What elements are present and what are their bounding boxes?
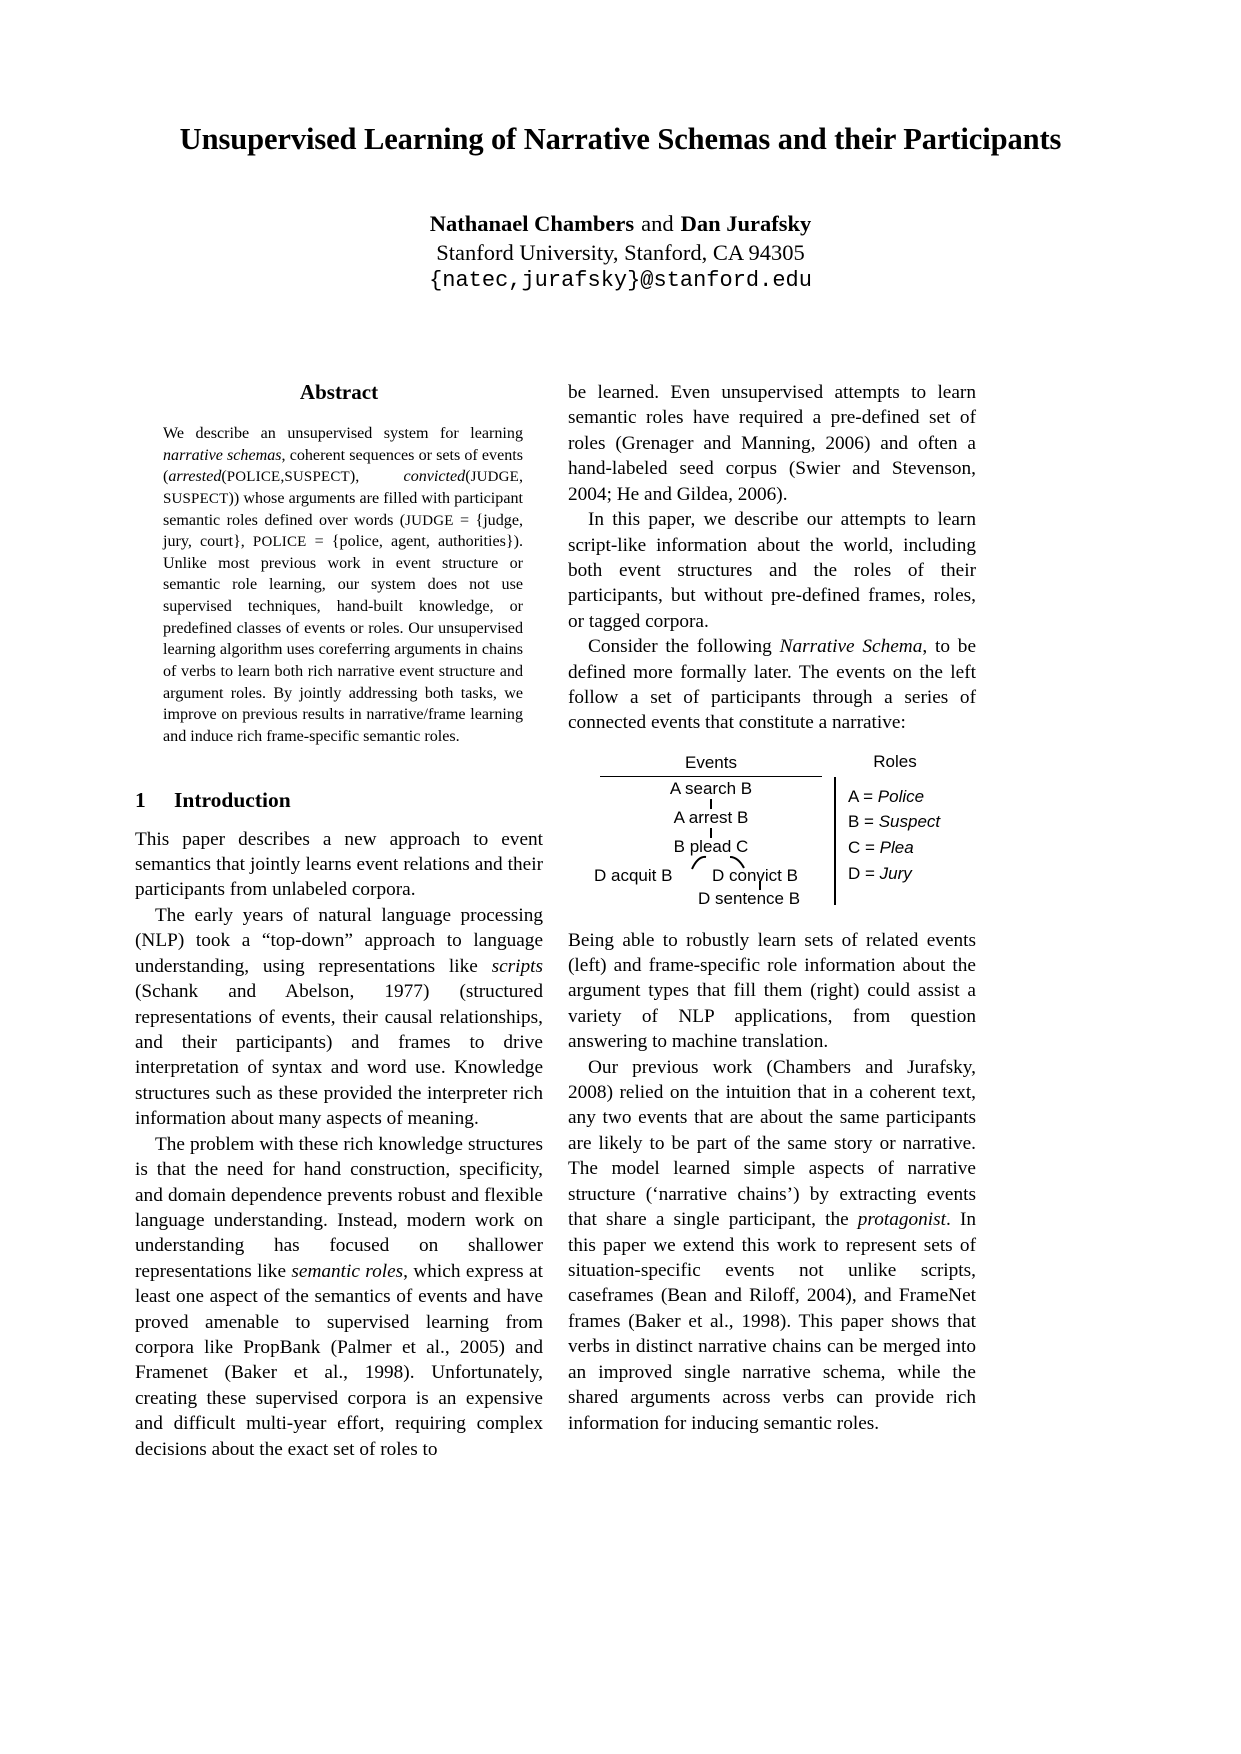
left-column bbox=[135, 380, 543, 1462]
paragraph: Our previous work (Chambers and Jurafsky, 2008) relied on the intuition that in a coherent text, any two events that are about the same participants are likely to be part of the same story or narrative. The model learned simple aspects of narrative structure (‘narrative chains’) by extracting events that share a single participant, the protagonist. In this paper we extend this work to represent sets of situation-specific events not unlike scripts, caseframes (Bean and Riloff, 2004), and FrameNet frames (Baker et al., 1998). This paper shows that verbs in distinct narrative chains can be merged into an improved single narrative schema, while the shared arguments across verbs can provide rich information for inducing semantic roles. bbox=[568, 1056, 977, 1434]
author-line bbox=[100, 211, 1141, 237]
role-variable: C = bbox=[848, 838, 880, 858]
role-value: Suspect bbox=[878, 812, 941, 832]
right-column bbox=[568, 380, 976, 1436]
paragraph: be learned. Even unsupervised attempts to learn semantic roles have required a pre-defined set of roles (Grenager and Manning, 2006) and often a hand-labeled seed corpus (Swier and Stevenson, 2004; He and Gildea, 2006). bbox=[568, 382, 976, 505]
events-column bbox=[588, 777, 834, 912]
role-value: Jury bbox=[879, 863, 912, 883]
section-heading-introduction bbox=[135, 788, 543, 813]
event-item: A arrest B bbox=[673, 807, 749, 827]
event-item: D acquit B bbox=[594, 865, 673, 885]
paragraph: This paper describes a new approach to event semantics that jointly learns event relations and their participants from unlabeled corpora. bbox=[135, 828, 543, 901]
paragraph: The early years of natural language processing (NLP) took a “top-down” approach to language understanding, using representations like scripts (Schank and Abelson, 1977) (structured representations of events, their causal relationships, and their participants) and frames to drive interpretation of syntax and word use. Knowledge structures such as these provided the interpreter rich information about many aspects of meaning. bbox=[135, 904, 543, 1130]
author-email: {natec,jurafsky}@stanford.edu bbox=[429, 268, 812, 293]
author-conjunction: and bbox=[641, 211, 674, 236]
role-variable: B = bbox=[848, 812, 879, 832]
narrative-schema-figure bbox=[588, 752, 956, 912]
role-entry bbox=[848, 784, 956, 810]
schema-header-row bbox=[588, 752, 956, 777]
role-entry bbox=[848, 861, 956, 887]
abstract-body: We describe an unsupervised system for learning narrative schemas, coherent sequences or sets of events (arrested(POLICE,SUSPECT), convicted(JUDGE, SUSPECT)) whose arguments are filled with participant semantic roles defined over words (JUDGE = {judge, jury, court}, POLICE = {police, agent, authorities}). Unlike most previous work in event structure or semantic role learning, our system does not use supervised techniques, hand-built knowledge, or predefined classes of events or roles. Our unsupervised learning algorithm uses coreferring arguments in chains of verbs to learn both rich narrative event structure and argument roles. By jointly addressing both tasks, we improve on previous results in narrative/frame learning and induce rich frame-specific semantic roles. bbox=[163, 425, 523, 745]
author-name-1: Nathanael Chambers bbox=[429, 211, 635, 236]
role-entry bbox=[848, 809, 956, 835]
section-title: Introduction bbox=[174, 787, 291, 812]
role-value: Police bbox=[877, 786, 925, 806]
event-item: D sentence B bbox=[698, 888, 801, 908]
paragraph: The problem with these rich knowledge structures is that the need for hand construction, specificity, and domain dependence prevents robust and flexible language understanding. Instead, modern work on understanding has focused on shallower representations like semantic roles, which express at least one aspect of the semantics of events and have proved amenable to supervised learning from corpora like PropBank (Palmer et al., 2005) and Framenet (Baker et al., 1998). Unfortunately, creating these supervised corpora is an expensive and difficult multi-year effort, requiring complex decisions about the exact set of roles to bbox=[135, 1133, 543, 1460]
paragraph: Consider the following Narrative Schema, to be defined more formally later. The events on the left follow a set of participants through a series of connected events that constitute a narrative: bbox=[568, 636, 976, 734]
author-name-2: Dan Jurafsky bbox=[680, 211, 812, 236]
events-header-cell bbox=[588, 753, 834, 777]
roles-header-cell bbox=[834, 752, 956, 777]
paragraph: In this paper, we describe our attempts to learn script-like information about the world, including both event structures and the roles of their participants, but without pre-defined frames, roles, or tagged corpora. bbox=[568, 509, 976, 632]
role-entry bbox=[848, 835, 956, 861]
roles-column bbox=[834, 777, 956, 905]
page-title: Unsupervised Learning of Narrative Schemas and their Participants bbox=[179, 122, 1062, 156]
roles-header-label: Roles bbox=[873, 751, 917, 771]
abstract-heading: Abstract bbox=[299, 380, 379, 404]
events-header-label: Events bbox=[685, 752, 737, 772]
event-item: D convict B bbox=[712, 865, 798, 885]
event-item: A search B bbox=[669, 778, 753, 798]
role-value: Plea bbox=[879, 838, 914, 858]
event-item: B plead C bbox=[673, 836, 749, 856]
schema-body-row bbox=[588, 777, 956, 912]
section-number: 1 bbox=[135, 787, 146, 812]
paragraph: Being able to robustly learn sets of related events (left) and frame-specific role information about the argument types that fill them (right) could assist a variety of NLP applications, from question answering to machine translation. bbox=[568, 929, 976, 1053]
affiliation: Stanford University, Stanford, CA 94305 bbox=[436, 240, 805, 265]
role-variable: A = bbox=[848, 786, 878, 806]
role-variable: D = bbox=[848, 863, 880, 883]
